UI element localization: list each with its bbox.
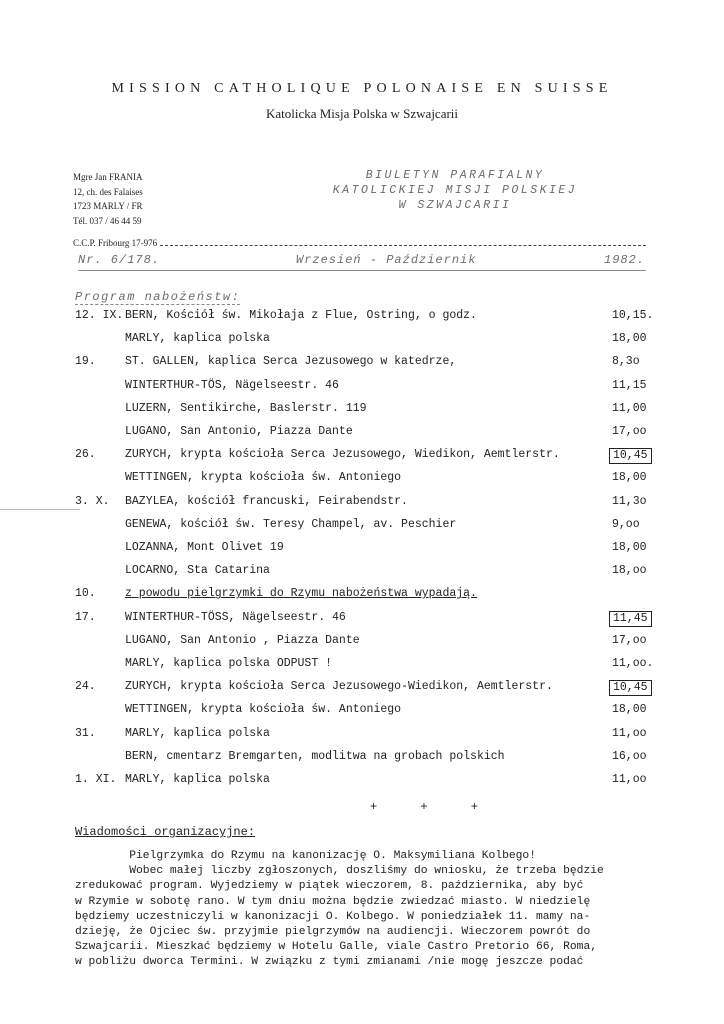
program-row (0, 332, 724, 350)
dashed-divider (160, 245, 646, 246)
service-time: 17,oo (612, 425, 647, 438)
service-location: LUZERN, Sentikirche, Baslerstr. 119 (125, 401, 367, 415)
margin-mark (0, 509, 80, 510)
service-time: 11,3o (612, 494, 647, 508)
postal-account: C.C.P. Fribourg 17-976 (73, 238, 158, 248)
program-row (0, 657, 724, 675)
service-date: 26. (75, 448, 96, 462)
service-time: 11,45 (609, 611, 652, 627)
paragraph-line: Pielgrzymka do Rzymu na kanonizację O. Maksymiliana Kolbego! (75, 850, 536, 862)
service-time: 18,00 (612, 703, 647, 717)
mission-subtitle: Katolicka Misja Polska w Szwajcarii (265, 106, 459, 121)
mission-title: MISSION CATHOLIQUE POLONAISE EN SUISSE (111, 81, 613, 96)
service-location: ZURYCH, krypta kościoła Serca Jezusowego, Wiedikon, Aemtlerstr. (125, 448, 560, 462)
program-row (0, 402, 724, 420)
service-time: 8,3o (612, 355, 640, 369)
service-time: 10,45 (609, 448, 652, 464)
address-line: 12, ch. des Falaises (73, 186, 143, 197)
service-date: 10. (75, 587, 96, 601)
service-time: 11,00 (612, 401, 647, 415)
service-location: WINTERTHUR-TÖSS, Nägelseestr. 46 (125, 610, 346, 624)
service-time: 16,oo (612, 749, 647, 763)
service-date: 19. (75, 355, 96, 369)
service-time: 10,45 (609, 680, 652, 696)
section-separator: + + + (370, 800, 497, 814)
stamp-line: KATOLICKIEJ MISJI POLSKIEJ (332, 184, 578, 197)
service-date: 12. IX. (75, 309, 124, 322)
service-location: LOZANNA, Mont Olivet 19 (125, 541, 284, 554)
issue-year: 1982. (604, 253, 646, 267)
issue-number: Nr. 6/178. (78, 253, 161, 267)
service-location: MARLY, kaplica polska ODPUST ! (125, 657, 333, 670)
paragraph-line: zredukować program. Wyjedziemy w piątek wieczorem, 8. października, aby być (75, 880, 584, 893)
stamp-line: BIULETYN PARAFIALNY (365, 169, 545, 182)
service-location: BERN, cmentarz Bremgarten, modlitwa na grobach polskich (125, 749, 505, 763)
service-location: LOCARNO, Sta Catarina (125, 564, 270, 578)
program-row (0, 518, 724, 536)
program-row (0, 309, 724, 327)
service-location: LUGANO, San Antonio , Piazza Dante (125, 633, 360, 647)
program-row (0, 634, 724, 652)
program-row (0, 541, 724, 559)
service-time: 18,00 (612, 471, 647, 485)
paragraph-line: będziemy uczestniczyli w kanonizacji O. Kolbego. W poniedziałek 11. mamy na- (75, 910, 591, 923)
service-time: 18,00 (612, 541, 647, 554)
issue-months: Wrzesień - Październik (296, 253, 477, 267)
bulletin-stamp (330, 168, 580, 213)
program-row (0, 680, 724, 698)
program-row (0, 495, 724, 513)
service-location: MARLY, kaplica polska (125, 773, 270, 786)
paragraph-line: Szwajcarii. Mieszkać będziemy w Hotelu Galle, viale Castro Pretorio 66, Roma, (75, 941, 598, 954)
program-row (0, 773, 724, 791)
program-row (0, 379, 724, 397)
address-line: Tél. 037 / 46 44 59 (73, 215, 142, 226)
program-row (0, 727, 724, 745)
sender-address (73, 170, 143, 228)
service-date: 24. (75, 680, 96, 694)
paragraph-line: Wobec małej liczby zgłoszonych, doszliśmy do wniosku, że trzeba będzie (75, 865, 604, 878)
news-heading: Wiadomości organizacyjne: (75, 825, 256, 839)
stamp-line: W SZWAJCARII (398, 199, 512, 212)
service-location: WETTINGEN, krypta kościoła św. Antoniego (125, 703, 402, 717)
paragraph-line: w Rzymie w sobotę rano. W tym dniu można będzie zwiedzać miasto. W niedzielę (75, 895, 591, 908)
news-paragraph (75, 849, 635, 971)
service-date: 1. XI. (75, 773, 117, 786)
program-row (0, 471, 724, 489)
service-location: MARLY, kaplica polska (125, 332, 270, 346)
address-line: 1723 MARLY / FR (73, 201, 143, 211)
paragraph-line: dzieję, że Ojciec św. przyjmie pielgrzymów na audiencji. Wieczorem powrót do (75, 926, 591, 939)
service-time: 9,oo (612, 517, 640, 531)
program-row (0, 564, 724, 582)
service-location: LUGANO, San Antonio, Piazza Dante (125, 425, 353, 438)
service-time: 17,oo (612, 633, 647, 647)
service-time: 11,oo (612, 773, 647, 786)
program-row (0, 587, 724, 605)
service-date: 17. (75, 610, 96, 624)
service-time: 10,15. (612, 309, 654, 322)
program-row (0, 355, 724, 373)
paragraph-line: w pobliżu dworca Termini. W związku z tymi zmianami /nie mogę jeszcze podać (75, 956, 584, 969)
address-line: Mgre Jan FRANIA (73, 172, 143, 182)
service-time: 11,oo. (612, 657, 654, 670)
service-location: BAZYLEA, kościół francuski, Feirabendstr. (125, 494, 408, 508)
service-location: GENEWA, kościół św. Teresy Champel, av. Peschier (125, 517, 457, 531)
program-row (0, 448, 724, 466)
service-time: 11,15 (612, 378, 647, 392)
service-date: 31. (75, 726, 96, 740)
service-location: ZURYCH, krypta kościoła Serca Jezusowego-Wiedikon, Aemtlerstr. (125, 680, 553, 694)
program-row (0, 611, 724, 629)
service-time: 18,00 (612, 332, 647, 346)
service-location: z powodu pielgrzymki do Rzymu nabożeństwa wypadają. (125, 587, 477, 601)
service-location: WINTERTHUR-TÖS, Nägelseestr. 46 (125, 378, 339, 392)
service-date: 3. X. (75, 494, 110, 508)
service-time: 11,oo (612, 726, 647, 740)
program-title: Program nabożeństw: (75, 290, 241, 304)
program-row (0, 703, 724, 721)
service-location: WETTINGEN, krypta kościoła św. Antoniego (125, 471, 402, 485)
service-location: MARLY, kaplica polska (125, 726, 270, 740)
program-row (0, 750, 724, 768)
header-rule (78, 270, 646, 271)
service-location: BERN, Kościół św. Mikołaja z Flue, Ostring, o godz. (125, 309, 477, 322)
service-time: 18,oo (612, 564, 647, 578)
program-row (0, 425, 724, 443)
service-location: ST. GALLEN, kaplica Serca Jezusowego w katedrze, (125, 355, 457, 369)
